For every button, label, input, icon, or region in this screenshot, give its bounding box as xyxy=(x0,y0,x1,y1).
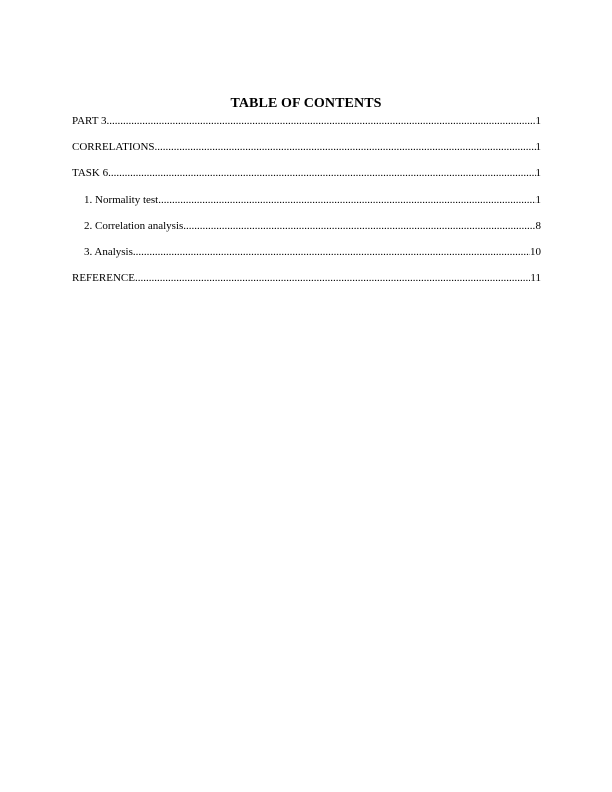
toc-entry-page: 1 xyxy=(535,167,541,180)
dot-leader xyxy=(133,245,530,259)
toc-entry-task-6[interactable] xyxy=(72,166,541,180)
toc-entry-page: 1 xyxy=(535,115,541,127)
toc-entry-normality-test[interactable] xyxy=(72,193,541,207)
dot-leader xyxy=(107,114,536,128)
toc-entry-page: 1 xyxy=(535,141,541,154)
dot-leader xyxy=(155,140,536,154)
dot-leader xyxy=(108,166,535,180)
toc-entry-label: 2. Correlation analysis xyxy=(84,219,184,232)
toc-entry-label: 1. Normality test xyxy=(84,193,159,206)
toc-entry-label: CORRELATIONS xyxy=(72,141,155,154)
toc-title: TABLE OF CONTENTS xyxy=(230,96,382,111)
toc-entry-label: TASK 6 xyxy=(72,167,109,180)
toc-entry-page: 10 xyxy=(530,245,541,258)
toc-entry-page: 1 xyxy=(535,193,541,206)
toc-entry-page: 11 xyxy=(530,272,541,285)
toc-entry-page: 8 xyxy=(535,219,541,232)
dot-leader xyxy=(183,219,535,233)
toc-entry-correlation-analysis[interactable] xyxy=(72,219,541,233)
toc-entry-reference[interactable] xyxy=(72,271,541,285)
toc-entry-label: 3. Analysis xyxy=(84,245,133,258)
toc-entry-analysis[interactable] xyxy=(72,245,541,259)
toc-entry-part-3[interactable] xyxy=(72,114,541,128)
toc-list xyxy=(72,114,541,297)
dot-leader xyxy=(158,193,535,207)
toc-entry-label: PART 3 xyxy=(72,115,107,127)
toc-entry-correlations[interactable] xyxy=(72,140,541,154)
dot-leader xyxy=(135,271,530,285)
toc-entry-label: REFERENCE xyxy=(72,272,135,285)
